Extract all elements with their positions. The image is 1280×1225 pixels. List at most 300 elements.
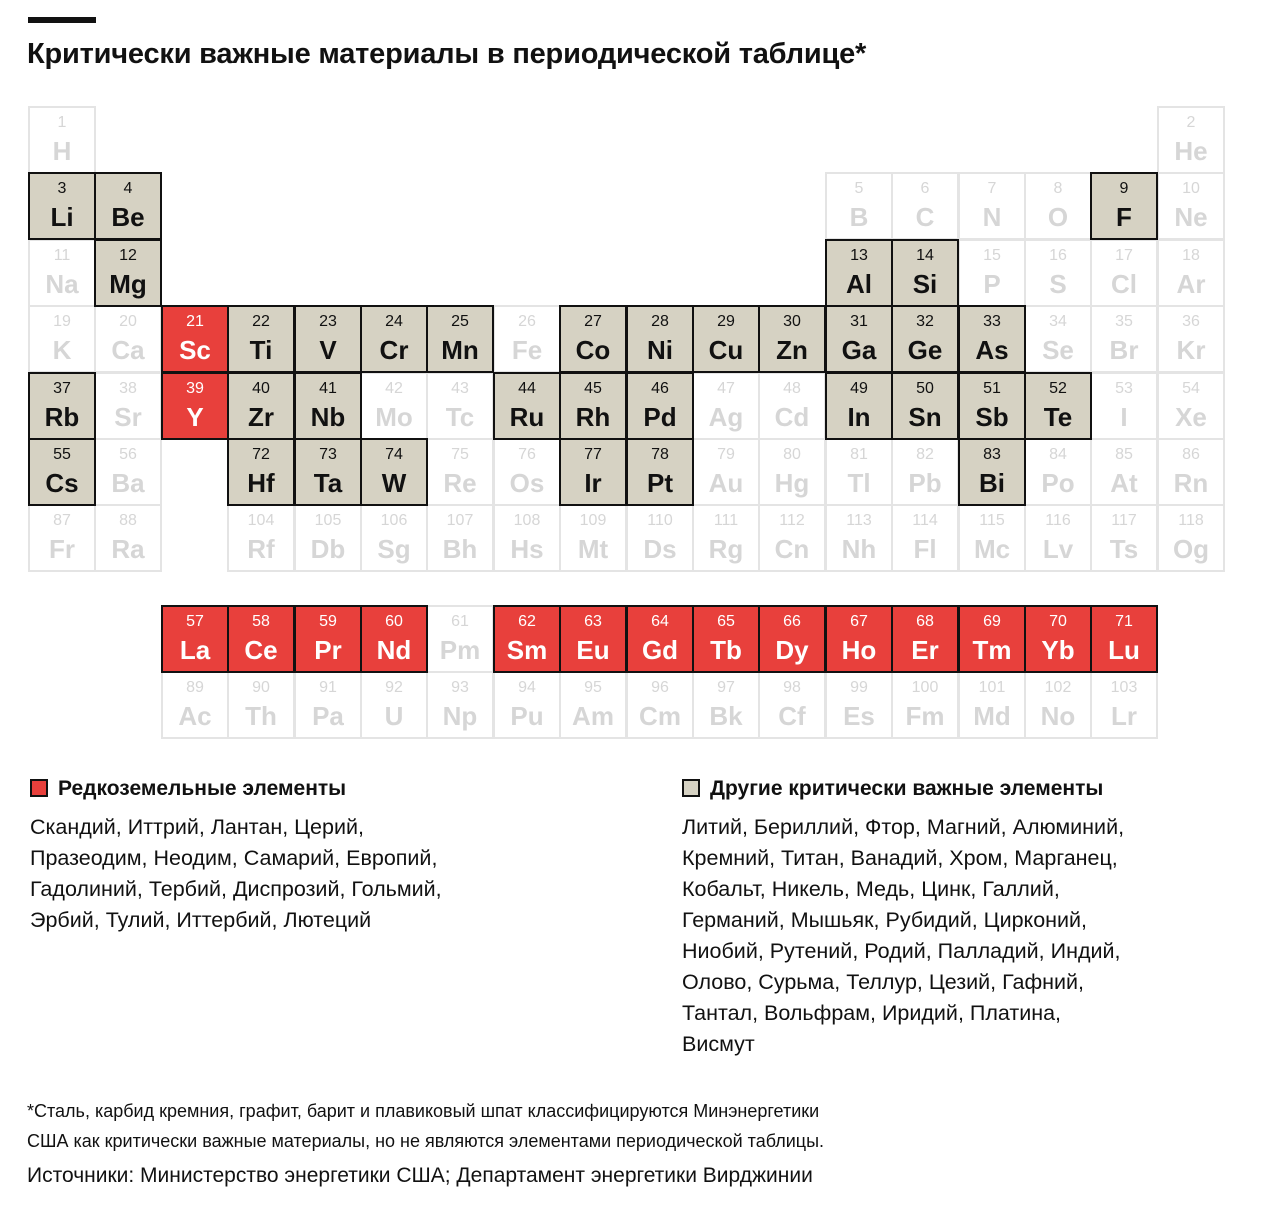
element-symbol: Am xyxy=(572,701,614,731)
element-cd xyxy=(758,372,826,440)
rare-earth-swatch xyxy=(30,779,48,797)
legend-line: Ниобий, Рутений, Родий, Палладий, Индий, xyxy=(682,939,1121,963)
element-number: 52 xyxy=(1049,380,1067,397)
element-symbol: No xyxy=(1040,701,1076,731)
element-symbol: K xyxy=(52,335,72,365)
element-symbol: Li xyxy=(50,202,74,232)
element-number: 42 xyxy=(385,380,403,397)
element-k xyxy=(28,305,96,373)
element-number: 21 xyxy=(186,313,204,330)
legend-other-critical-list xyxy=(682,812,1242,1060)
legend-rare-earth-list xyxy=(30,812,590,936)
legend-line: Олово, Сурьма, Теллур, Цезий, Гафний, xyxy=(682,970,1085,994)
element-os xyxy=(493,438,561,506)
element-lv xyxy=(1024,504,1092,572)
element-number: 33 xyxy=(983,313,1001,330)
element-symbol: S xyxy=(1049,269,1067,299)
element-ru xyxy=(493,372,561,440)
element-hs xyxy=(493,504,561,572)
legend-line: Германий, Мышьяк, Рубидий, Цирконий, xyxy=(682,908,1088,932)
element-y xyxy=(161,372,229,440)
element-yb xyxy=(1024,605,1092,673)
element-symbol: Rf xyxy=(247,534,275,564)
element-bi xyxy=(958,438,1026,506)
element-symbol: Es xyxy=(843,701,875,731)
element-number: 29 xyxy=(717,313,735,330)
legend-line: Кобальт, Никель, Медь, Цинк, Галлий, xyxy=(682,877,1060,901)
element-symbol: Ir xyxy=(584,468,602,498)
element-number: 67 xyxy=(850,613,868,630)
element-symbol: Re xyxy=(443,468,477,498)
element-number: 75 xyxy=(451,446,469,463)
legend-rare-earth xyxy=(30,776,590,936)
element-sb xyxy=(958,372,1026,440)
element-number: 104 xyxy=(247,512,275,529)
element-number: 51 xyxy=(983,380,1001,397)
element-number: 112 xyxy=(779,512,805,529)
element-ga xyxy=(825,305,893,373)
element-symbol: Cd xyxy=(774,402,810,432)
element-symbol: Er xyxy=(911,635,939,665)
element-sm xyxy=(493,605,561,673)
element-number: 103 xyxy=(1110,679,1138,696)
element-ts xyxy=(1090,504,1158,572)
element-al xyxy=(825,239,893,307)
legend-line: Эрбий, Тулий, Иттербий, Лютеций xyxy=(30,908,372,932)
element-number: 117 xyxy=(1111,512,1137,529)
element-ce xyxy=(227,605,295,673)
element-dy xyxy=(758,605,826,673)
element-number: 24 xyxy=(385,313,403,330)
element-number: 64 xyxy=(651,613,669,630)
element-symbol: Pa xyxy=(312,701,344,731)
element-n xyxy=(958,172,1026,240)
element-number: 49 xyxy=(850,380,868,397)
element-bk xyxy=(692,671,760,739)
element-symbol: Fr xyxy=(49,534,75,564)
element-au xyxy=(692,438,760,506)
element-be xyxy=(94,172,162,240)
element-ge xyxy=(891,305,959,373)
element-nh xyxy=(825,504,893,572)
element-number: 65 xyxy=(717,613,735,630)
element-number: 76 xyxy=(518,446,536,463)
element-u xyxy=(360,671,428,739)
element-er xyxy=(891,605,959,673)
element-number: 102 xyxy=(1044,679,1072,696)
element-number: 56 xyxy=(119,446,137,463)
element-rn xyxy=(1157,438,1225,506)
element-number: 30 xyxy=(783,313,801,330)
element-symbol: Po xyxy=(1041,468,1075,498)
element-lu xyxy=(1090,605,1158,673)
element-number: 20 xyxy=(119,313,137,330)
element-pt xyxy=(626,438,694,506)
element-symbol: Be xyxy=(111,202,145,232)
element-number: 31 xyxy=(850,313,868,330)
element-symbol: V xyxy=(319,335,337,365)
element-hf xyxy=(227,438,295,506)
element-sc xyxy=(161,305,229,373)
element-symbol: Bk xyxy=(709,701,743,731)
footnote-line: США как критически важные материалы, но не являются элементами периодической таблицы. xyxy=(27,1131,825,1151)
element-symbol: P xyxy=(983,269,1001,299)
element-rh xyxy=(559,372,627,440)
element-number: 101 xyxy=(978,679,1006,696)
element-symbol: Ti xyxy=(249,335,273,365)
element-symbol: Fl xyxy=(913,534,937,564)
element-number: 99 xyxy=(850,679,868,696)
element-symbol: Lv xyxy=(1042,534,1074,564)
element-symbol: Pd xyxy=(643,402,677,432)
element-symbol: Sm xyxy=(506,635,548,665)
element-number: 35 xyxy=(1115,313,1133,330)
element-fl xyxy=(891,504,959,572)
element-v xyxy=(294,305,362,373)
element-symbol: Ds xyxy=(643,534,677,564)
element-symbol: I xyxy=(1120,402,1128,432)
element-tb xyxy=(692,605,760,673)
element-ag xyxy=(692,372,760,440)
legend-line: Тантал, Вольфрам, Иридий, Платина, xyxy=(682,1001,1062,1025)
element-symbol: Pb xyxy=(908,468,942,498)
element-symbol: Dy xyxy=(775,635,809,665)
element-number: 37 xyxy=(53,380,71,397)
element-number: 50 xyxy=(916,380,934,397)
element-th xyxy=(227,671,295,739)
element-number: 92 xyxy=(385,679,403,696)
element-number: 4 xyxy=(123,180,133,197)
element-symbol: Bh xyxy=(442,534,478,564)
element-ar xyxy=(1157,239,1225,307)
element-symbol: Sg xyxy=(377,534,411,564)
element-number: 48 xyxy=(783,380,801,397)
element-symbol: Se xyxy=(1042,335,1074,365)
element-es xyxy=(825,671,893,739)
element-symbol: Bi xyxy=(979,468,1005,498)
element-symbol: Nd xyxy=(376,635,412,665)
legend-other-critical xyxy=(682,776,1242,1060)
element-symbol: B xyxy=(849,202,869,232)
element-number: 98 xyxy=(783,679,801,696)
element-zn xyxy=(758,305,826,373)
element-symbol: Mo xyxy=(375,402,413,432)
element-number: 14 xyxy=(916,247,934,264)
element-symbol: La xyxy=(179,635,211,665)
legend-other-critical-title: Другие критически важные элементы xyxy=(710,777,1104,800)
element-symbol: Ta xyxy=(313,468,343,498)
element-symbol: Co xyxy=(575,335,611,365)
critical-swatch xyxy=(682,779,700,797)
element-at xyxy=(1090,438,1158,506)
element-symbol: Cn xyxy=(774,534,810,564)
element-symbol: Db xyxy=(310,534,346,564)
element-li xyxy=(28,172,96,240)
element-se xyxy=(1024,305,1092,373)
element-cn xyxy=(758,504,826,572)
element-number: 45 xyxy=(584,380,602,397)
element-symbol: Mt xyxy=(577,534,609,564)
element-symbol: At xyxy=(1110,468,1138,498)
element-zr xyxy=(227,372,295,440)
element-ta xyxy=(294,438,362,506)
element-number: 93 xyxy=(451,679,469,696)
element-ds xyxy=(626,504,694,572)
element-number: 58 xyxy=(252,613,270,630)
element-symbol: Mn xyxy=(441,335,479,365)
element-bh xyxy=(426,504,494,572)
element-symbol: Og xyxy=(1172,534,1210,564)
element-symbol: Sn xyxy=(908,402,942,432)
element-number: 61 xyxy=(451,613,469,630)
element-rf xyxy=(227,504,295,572)
element-number: 17 xyxy=(1115,247,1133,264)
element-np xyxy=(426,671,494,739)
element-symbol: Pr xyxy=(314,635,342,665)
element-number: 39 xyxy=(186,380,204,397)
element-in xyxy=(825,372,893,440)
element-sn xyxy=(891,372,959,440)
element-number: 90 xyxy=(252,679,270,696)
element-symbol: Os xyxy=(509,468,545,498)
element-number: 108 xyxy=(513,512,541,529)
element-symbol: Rg xyxy=(708,534,744,564)
element-cf xyxy=(758,671,826,739)
element-symbol: H xyxy=(52,136,72,166)
element-symbol: Fm xyxy=(905,701,945,731)
element-symbol: Ar xyxy=(1176,269,1206,299)
element-gd xyxy=(626,605,694,673)
element-number: 106 xyxy=(380,512,408,529)
element-number: 85 xyxy=(1115,446,1133,463)
element-symbol: Cr xyxy=(379,335,409,365)
element-number: 9 xyxy=(1119,180,1129,197)
element-number: 32 xyxy=(916,313,934,330)
element-number: 100 xyxy=(911,679,939,696)
element-symbol: Ga xyxy=(841,335,877,365)
element-number: 110 xyxy=(647,512,673,529)
element-symbol: Pt xyxy=(647,468,673,498)
element-eu xyxy=(559,605,627,673)
footnote-line: *Сталь, карбид кремния, графит, барит и плавиковый шпат классифицируются Минэнергетики xyxy=(27,1101,820,1121)
element-symbol: Ag xyxy=(708,402,744,432)
element-number: 36 xyxy=(1182,313,1200,330)
element-number: 74 xyxy=(385,446,403,463)
element-symbol: Nh xyxy=(841,534,877,564)
element-number: 116 xyxy=(1045,512,1071,529)
element-number: 44 xyxy=(518,380,536,397)
element-te xyxy=(1024,372,1092,440)
element-number: 113 xyxy=(846,512,872,529)
element-co xyxy=(559,305,627,373)
element-pa xyxy=(294,671,362,739)
element-symbol: Ne xyxy=(1174,202,1208,232)
element-rb xyxy=(28,372,96,440)
element-sg xyxy=(360,504,428,572)
element-number: 95 xyxy=(584,679,602,696)
element-po xyxy=(1024,438,1092,506)
element-ac xyxy=(161,671,229,739)
element-symbol: Sr xyxy=(114,402,142,432)
element-symbol: O xyxy=(1047,202,1069,232)
element-number: 41 xyxy=(319,380,337,397)
element-ti xyxy=(227,305,295,373)
element-symbol: In xyxy=(847,402,871,432)
element-number: 54 xyxy=(1182,380,1200,397)
element-symbol: Na xyxy=(45,269,79,299)
element-symbol: Cs xyxy=(45,468,79,498)
element-symbol: Hs xyxy=(510,534,544,564)
element-symbol: Hf xyxy=(247,468,275,498)
element-symbol: As xyxy=(975,335,1009,365)
element-symbol: Gd xyxy=(641,635,679,665)
element-number: 60 xyxy=(385,613,403,630)
element-number: 97 xyxy=(717,679,735,696)
element-number: 11 xyxy=(53,247,71,264)
element-pd xyxy=(626,372,694,440)
element-si xyxy=(891,239,959,307)
element-symbol: Tl xyxy=(847,468,871,498)
element-pr xyxy=(294,605,362,673)
element-cl xyxy=(1090,239,1158,307)
element-symbol: Ac xyxy=(178,701,212,731)
element-number: 25 xyxy=(451,313,469,330)
page-title: Критически важные материалы в периодической таблице* xyxy=(27,38,867,70)
legend-other-critical-heading xyxy=(682,776,1242,802)
element-symbol: Kr xyxy=(1176,335,1206,365)
element-symbol: Zn xyxy=(776,335,808,365)
element-symbol: Xe xyxy=(1175,402,1207,432)
legend-rare-earth-title: Редкоземельные элементы xyxy=(58,777,347,800)
element-number: 15 xyxy=(983,247,1001,264)
element-s xyxy=(1024,239,1092,307)
element-number: 16 xyxy=(1049,247,1067,264)
element-tm xyxy=(958,605,1026,673)
sources: Источники: Министерство энергетики США; Департамент энергетики Вирджинии xyxy=(27,1164,813,1187)
legend-line: Литий, Бериллий, Фтор, Магний, Алюминий, xyxy=(682,815,1125,839)
element-mn xyxy=(426,305,494,373)
element-symbol: Fe xyxy=(511,335,543,365)
element-number: 111 xyxy=(713,512,739,529)
element-symbol: N xyxy=(982,202,1002,232)
element-symbol: Eu xyxy=(576,635,610,665)
element-lr xyxy=(1090,671,1158,739)
element-symbol: Cu xyxy=(708,335,744,365)
element-symbol: W xyxy=(381,468,407,498)
element-number: 79 xyxy=(717,446,735,463)
element-number: 40 xyxy=(252,380,270,397)
element-ho xyxy=(825,605,893,673)
element-symbol: Cm xyxy=(639,701,681,731)
element-cm xyxy=(626,671,694,739)
element-symbol: Md xyxy=(973,701,1011,731)
element-number: 23 xyxy=(319,313,337,330)
element-number: 87 xyxy=(53,512,71,529)
element-symbol: Ge xyxy=(907,335,943,365)
element-symbol: Lr xyxy=(1111,701,1137,731)
element-number: 66 xyxy=(783,613,801,630)
element-number: 59 xyxy=(319,613,337,630)
element-symbol: U xyxy=(384,701,404,731)
element-o xyxy=(1024,172,1092,240)
footnote xyxy=(27,1096,1267,1156)
element-number: 81 xyxy=(850,446,868,463)
element-symbol: Zr xyxy=(248,402,274,432)
element-number: 1 xyxy=(57,114,67,131)
element-i xyxy=(1090,372,1158,440)
element-number: 118 xyxy=(1178,512,1204,529)
element-db xyxy=(294,504,362,572)
element-symbol: Al xyxy=(846,269,872,299)
element-number: 8 xyxy=(1053,180,1063,197)
element-ba xyxy=(94,438,162,506)
element-symbol: Ba xyxy=(111,468,145,498)
element-number: 3 xyxy=(57,180,67,197)
legend-rare-earth-heading xyxy=(30,776,590,802)
element-number: 72 xyxy=(252,446,270,463)
element-ir xyxy=(559,438,627,506)
element-cr xyxy=(360,305,428,373)
element-br xyxy=(1090,305,1158,373)
element-symbol: Rh xyxy=(575,402,611,432)
element-symbol: Pm xyxy=(439,635,481,665)
element-fr xyxy=(28,504,96,572)
element-symbol: Ra xyxy=(111,534,145,564)
element-number: 68 xyxy=(916,613,934,630)
element-symbol: Si xyxy=(912,269,938,299)
element-xe xyxy=(1157,372,1225,440)
element-symbol: Sc xyxy=(179,335,211,365)
element-symbol: Sb xyxy=(975,402,1009,432)
element-no xyxy=(1024,671,1092,739)
element-symbol: He xyxy=(1174,136,1208,166)
element-symbol: C xyxy=(915,202,935,232)
element-number: 38 xyxy=(119,380,137,397)
element-symbol: Lu xyxy=(1108,635,1140,665)
element-number: 63 xyxy=(584,613,602,630)
element-symbol: Ru xyxy=(509,402,545,432)
element-symbol: Rn xyxy=(1173,468,1209,498)
element-pb xyxy=(891,438,959,506)
element-symbol: Mc xyxy=(973,534,1011,564)
element-symbol: Mg xyxy=(109,269,147,299)
element-number: 69 xyxy=(983,613,1001,630)
element-fe xyxy=(493,305,561,373)
element-number: 78 xyxy=(651,446,669,463)
element-number: 82 xyxy=(916,446,934,463)
element-number: 89 xyxy=(186,679,204,696)
element-symbol: Ca xyxy=(111,335,145,365)
element-number: 86 xyxy=(1182,446,1200,463)
element-nd xyxy=(360,605,428,673)
legend-line: Празеодим, Неодим, Самарий, Европий, xyxy=(30,846,438,870)
element-symbol: F xyxy=(1116,202,1132,232)
element-na xyxy=(28,239,96,307)
element-p xyxy=(958,239,1026,307)
element-number: 84 xyxy=(1049,446,1067,463)
element-symbol: Y xyxy=(186,402,204,432)
element-number: 47 xyxy=(717,380,735,397)
element-symbol: Cl xyxy=(1111,269,1137,299)
element-symbol: Br xyxy=(1109,335,1139,365)
element-number: 55 xyxy=(53,446,71,463)
element-symbol: Np xyxy=(442,701,478,731)
element-symbol: Pu xyxy=(510,701,544,731)
element-number: 13 xyxy=(850,247,868,264)
element-number: 46 xyxy=(651,380,669,397)
element-symbol: Ho xyxy=(841,635,877,665)
element-number: 26 xyxy=(518,313,536,330)
